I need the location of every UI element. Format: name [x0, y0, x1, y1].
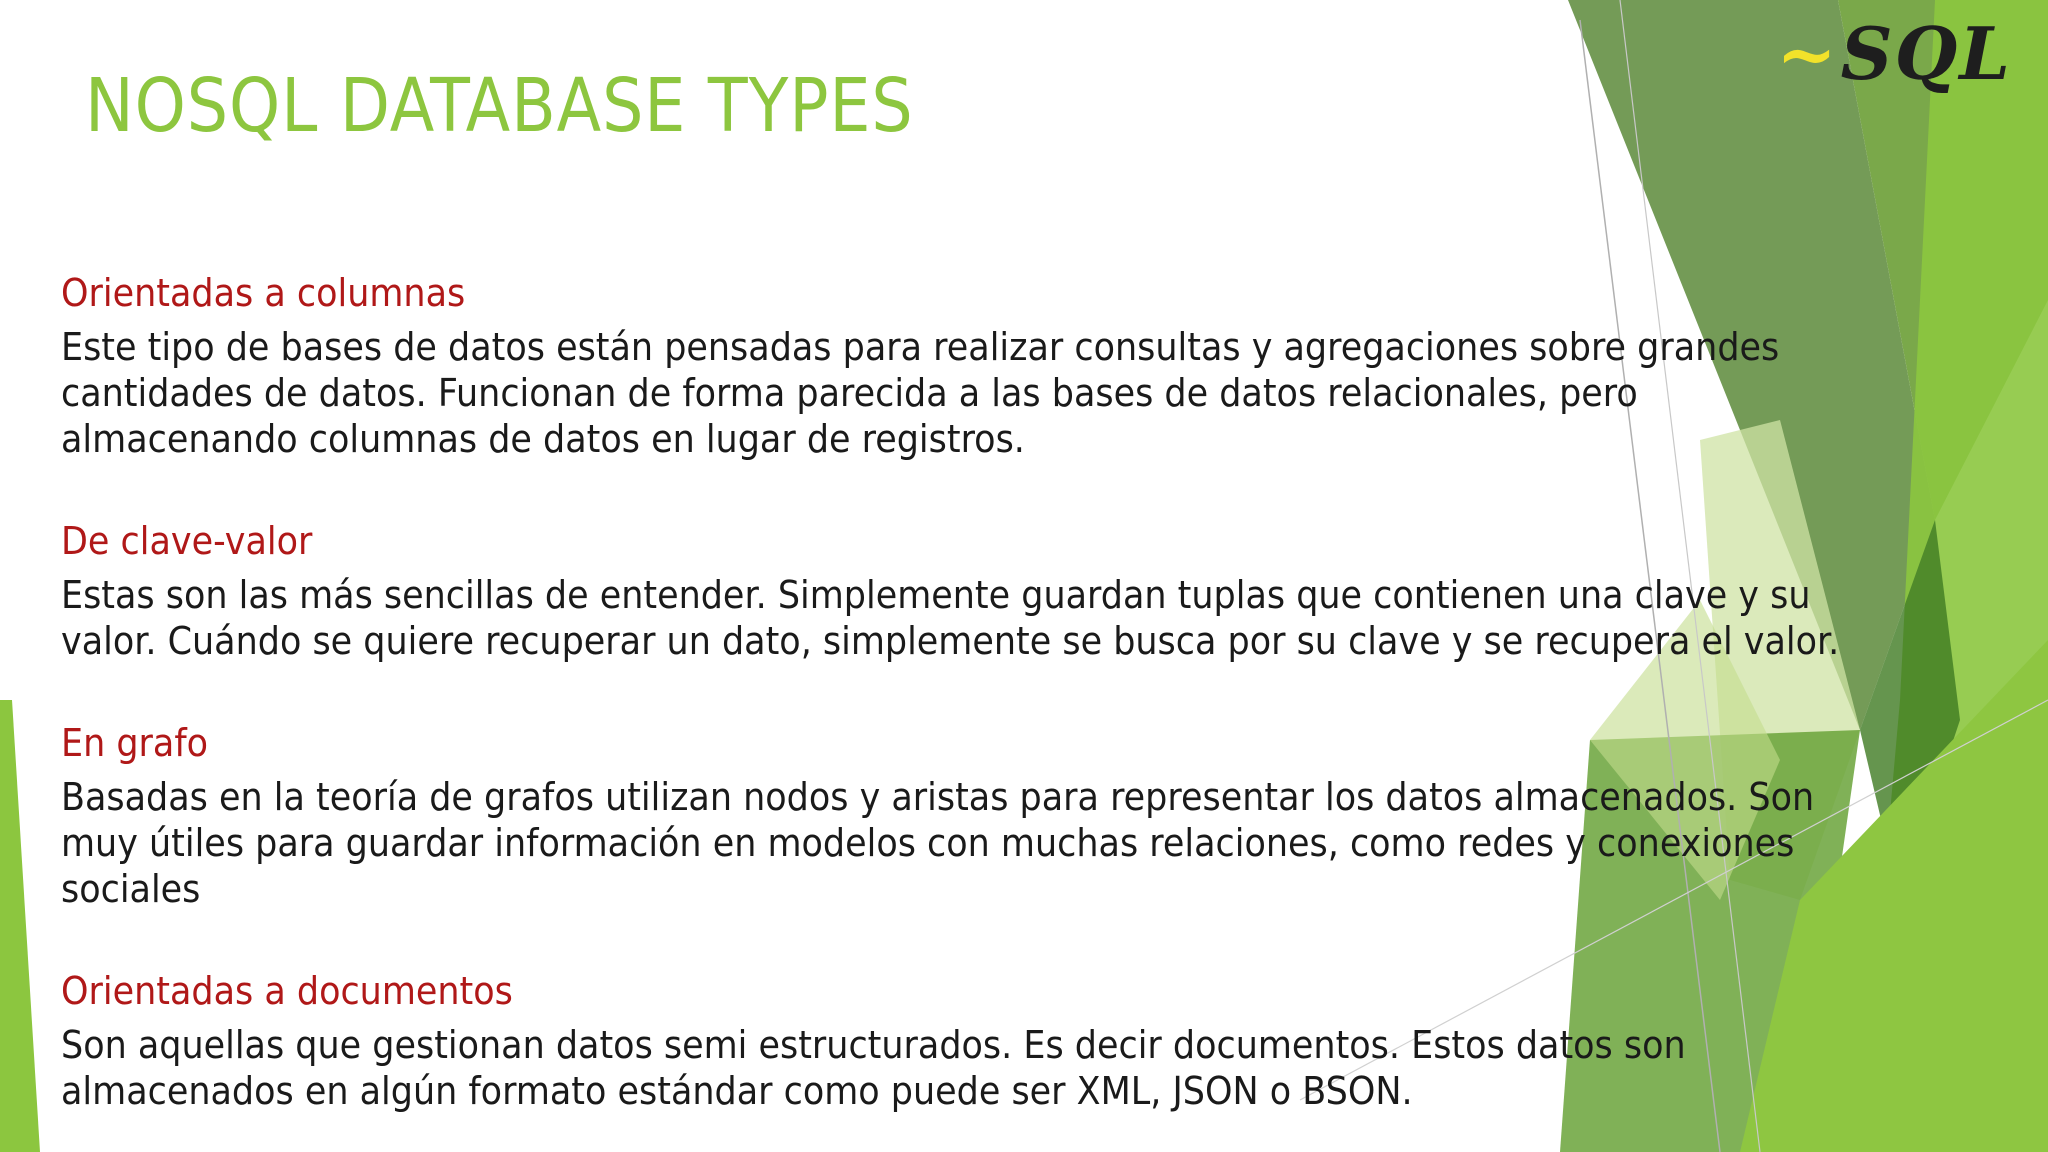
- content-body: [61, 266, 1941, 1152]
- section-documentos: [61, 964, 1941, 1114]
- sql-logo: [1776, 11, 2012, 96]
- section-columnas: [61, 266, 1941, 462]
- logo-tilde: ~: [1776, 11, 1839, 96]
- section-grafo: [61, 716, 1941, 912]
- logo-text: SQL: [1840, 11, 2012, 96]
- section-clave-valor: [61, 514, 1941, 664]
- section-heading: De clave-valor: [61, 519, 313, 563]
- section-paragraph: Son aquellas que gestionan datos semi estructurados. Es decir documentos. Estos datos son almacenados en algún formato estándar como puede ser XML, JSON o BSON.: [61, 1023, 1686, 1113]
- section-heading: Orientadas a documentos: [61, 969, 513, 1013]
- slide-title: NOSQL DATABASE TYPES: [85, 63, 914, 149]
- section-paragraph: Estas son las más sencillas de entender. Simplemente guardan tuplas que contienen una clave y su valor. Cuándo se quiere recuperar un dato, simplemente se busca por su clave y se recupera el valor.: [61, 573, 1840, 663]
- section-heading: En grafo: [61, 721, 209, 765]
- section-paragraph: Este tipo de bases de datos están pensadas para realizar consultas y agregaciones sobre grandes cantidades de datos. Funcionan de forma parecida a las bases de datos relacionales, pero almacenando columnas de datos en lugar de registros.: [61, 325, 1780, 461]
- left-green-sliver: [0, 700, 40, 1152]
- section-heading: Orientadas a columnas: [61, 271, 466, 315]
- section-paragraph: Basadas en la teoría de grafos utilizan nodos y aristas para representar los datos almacenados. Son muy útiles para guardar información en modelos con muchas relaciones, como redes y conexiones sociales: [61, 775, 1815, 911]
